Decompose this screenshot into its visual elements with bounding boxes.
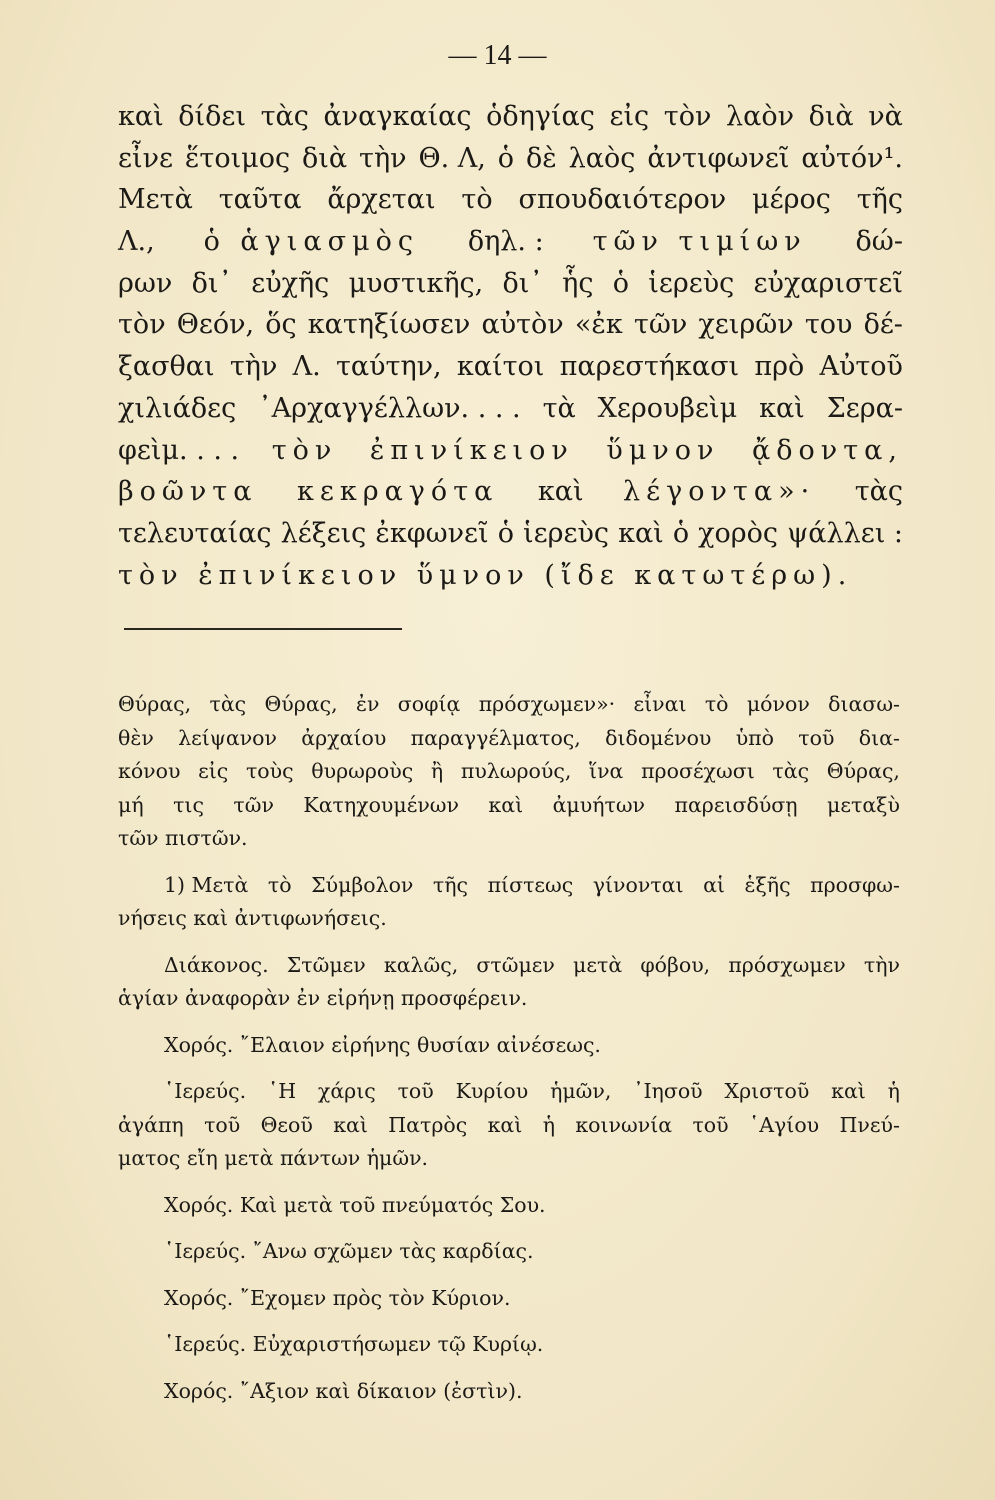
word: ἱερεὺς	[648, 267, 735, 299]
word: καὶ	[618, 517, 664, 549]
word: ᾄδοντα,	[752, 434, 903, 466]
word: πίστεως	[487, 872, 574, 897]
word: Σερα-	[826, 392, 903, 424]
word: Θύρας,	[826, 759, 900, 783]
word: τοῦ	[397, 1079, 434, 1103]
word: εὐχαριστεῖ	[753, 267, 903, 299]
word: τοῦ	[798, 725, 835, 750]
word: κοινωνία	[575, 1112, 673, 1137]
text-line	[118, 179, 903, 221]
word: βοῶντα	[118, 476, 258, 508]
word: Πνεύ-	[839, 1112, 900, 1137]
word: ματος εἴη μετὰ πάντων ἡμῶν.	[118, 1146, 429, 1170]
word: χορὸς	[698, 517, 779, 549]
word: μεταξὺ	[827, 792, 900, 817]
word: τὴν	[229, 351, 278, 383]
word: διασω-	[828, 692, 900, 716]
word: εὐχῆς	[251, 267, 330, 299]
word: ῾Ιερεύς. Εὐχαριστήσωμεν τῷ Κυρίῳ.	[164, 1332, 544, 1356]
word: Λ.,	[118, 226, 155, 258]
footnote-paragraph	[118, 688, 900, 856]
word: τὰς	[209, 692, 247, 716]
word: ᾿Αρχαγγέλλων. . . .	[258, 392, 521, 424]
word: Χορός. Καὶ μετὰ τοῦ πνεύματός Σου.	[164, 1192, 546, 1217]
word: τὸν ἐπινίκειον ὕμνον (ἴδε κατωτέρω).	[118, 559, 853, 591]
word: τῶν	[633, 309, 688, 341]
footnote-line	[118, 902, 900, 936]
word: παρεισδύσῃ	[674, 792, 798, 817]
word: καλῶς,	[383, 952, 459, 977]
footnote-line	[118, 688, 900, 722]
footnote-paragraph	[118, 1029, 900, 1063]
word: διδομένου	[605, 725, 712, 750]
word: αὐτόν¹.	[801, 142, 903, 174]
footnote-line	[118, 1142, 900, 1176]
text-line	[118, 138, 903, 180]
word: δια-	[858, 725, 900, 750]
word: ὁ	[497, 142, 515, 174]
word: εἶναι	[633, 692, 687, 716]
word: κόνου	[118, 759, 181, 783]
text-line	[118, 304, 903, 346]
footnote-line	[118, 1029, 900, 1063]
word: εἰς	[609, 101, 650, 132]
word: ἑξῆς	[744, 872, 791, 897]
word: Χορός. ῎Αξιον καὶ δίκαιον (ἐστὶν).	[164, 1378, 523, 1403]
footnote-line	[118, 1075, 900, 1109]
word: νήσεις καὶ ἀντιφωνήσεις.	[118, 906, 387, 930]
word: νὰ	[868, 101, 903, 132]
word: ἡμῶν,	[550, 1079, 612, 1103]
word: πυλωρούς,	[460, 759, 572, 783]
word: ὁ ἁγιασμὸς	[203, 226, 419, 258]
word: πρόσχωμεν»·	[478, 692, 616, 716]
word: τοῦ	[692, 1112, 729, 1137]
text-line	[118, 430, 903, 472]
word: τὸν	[271, 434, 338, 466]
word: πρόσχωμεν	[728, 952, 846, 977]
word: τὰς	[854, 476, 903, 508]
word: καίτοι	[456, 351, 545, 383]
word: Στῶμεν	[286, 952, 366, 977]
word: ξασθαι	[118, 351, 215, 383]
word: μετὰ	[573, 952, 623, 977]
text-line	[118, 471, 903, 513]
word: ἱερεὺς	[523, 517, 610, 549]
word: καὶ	[537, 476, 584, 508]
word: ῾Η	[267, 1079, 297, 1103]
text-line	[118, 96, 903, 138]
word: λείψανον	[178, 725, 277, 750]
footnotes	[118, 688, 900, 1408]
footnote-line	[118, 1328, 900, 1362]
word: εἰς	[198, 759, 229, 783]
word: τὰς	[772, 759, 810, 783]
footnote-paragraph	[118, 1075, 900, 1176]
word: ταῦτα	[218, 184, 302, 216]
word: σοφίᾳ	[397, 692, 461, 716]
word: τοῦ	[204, 1112, 241, 1137]
word: Διάκονος.	[164, 952, 269, 977]
word: τελευταίας	[118, 517, 272, 549]
word: ᾿Ιησοῦ	[633, 1079, 703, 1103]
word: ἐκφωνεῖ	[375, 517, 489, 549]
footnote-paragraph	[118, 949, 900, 1016]
footnote-paragraph	[118, 1235, 900, 1269]
word: ὕμνον	[606, 434, 720, 466]
word: Χριστοῦ	[724, 1079, 810, 1103]
word: μή	[118, 792, 144, 817]
footnote-paragraph	[118, 1189, 900, 1223]
word: Θ. Λ,	[418, 142, 486, 174]
word: φόβου,	[640, 952, 711, 977]
word: σπουδαιότερον	[518, 184, 727, 216]
footnote-line	[118, 982, 900, 1016]
word: Θεόν,	[176, 309, 255, 341]
word: θυρωροὺς	[311, 759, 414, 783]
footnote-line	[118, 869, 900, 903]
word: χιλιάδες	[118, 392, 237, 424]
word: δώ-	[855, 226, 903, 258]
word: δι᾿	[191, 267, 232, 299]
main-text	[118, 96, 903, 596]
word: καὶ	[118, 101, 164, 132]
word: του	[804, 309, 853, 341]
word: ῾Ιερεύς. ῎Ανω σχῶμεν τὰς καρδίας.	[164, 1239, 534, 1263]
word: τῶν πιστῶν.	[118, 826, 248, 850]
word: μέρος	[752, 184, 831, 216]
word: Κυρίου	[455, 1079, 529, 1103]
word: διὰ	[302, 142, 348, 174]
word: Χορός. ῎Εχομεν πρὸς τὸν Κύριον.	[164, 1285, 511, 1310]
word: ἁγίαν ἀναφορὰν ἐν εἰρήνῃ προσφέρειν.	[118, 986, 528, 1010]
word: τὸ	[461, 184, 493, 216]
word: ὁ	[612, 267, 629, 299]
footnote-line	[118, 1189, 900, 1223]
word: Θύρας,	[118, 692, 192, 716]
word: Πατρὸς	[388, 1112, 468, 1137]
word: καὶ	[487, 1112, 523, 1137]
footnote-line	[118, 755, 900, 789]
footnote-line	[118, 949, 900, 983]
word: Χερουβεὶμ	[597, 392, 738, 424]
word: τῆς	[856, 184, 903, 216]
word: ἡ	[542, 1112, 555, 1137]
word: ὁ	[497, 517, 514, 549]
word: μυστικῆς,	[348, 267, 484, 299]
word: λαὸν	[725, 101, 794, 132]
word: ταύτην,	[335, 351, 442, 383]
word: τὰ	[542, 392, 576, 424]
word: λέγοντα»·	[623, 476, 816, 508]
word: δι᾿	[502, 267, 543, 299]
footnote-line	[118, 1375, 900, 1409]
text-line	[118, 263, 903, 305]
word: ὁ	[672, 517, 690, 549]
word: προσφω-	[810, 872, 900, 897]
word: ὑπὸ	[735, 725, 774, 750]
word: ὅς	[265, 309, 297, 341]
word: προσέχωσι	[641, 759, 755, 783]
word: κατηξίωσεν	[307, 309, 471, 341]
footnote-divider	[124, 628, 402, 630]
text-line	[118, 513, 903, 555]
word: μόνον	[746, 692, 810, 716]
word: γίνονται	[592, 872, 684, 897]
word: Θεοῦ	[260, 1112, 313, 1137]
word: δέ-	[863, 309, 903, 341]
word: ὁδηγίας	[486, 101, 595, 132]
footnote-paragraph	[118, 1282, 900, 1316]
footnote-paragraph	[118, 869, 900, 936]
word: πρὸ	[754, 351, 805, 383]
word: παραγγέλματος,	[410, 725, 581, 750]
word: 1) Μετὰ	[164, 872, 249, 897]
text-line	[118, 555, 903, 597]
word: ἧς	[562, 267, 594, 299]
word: Θύρας,	[264, 692, 338, 716]
word: ἐπινίκειον	[369, 434, 574, 466]
word: Λ.	[292, 351, 321, 383]
word: δηλ. :	[467, 226, 544, 258]
word: τις	[173, 792, 204, 817]
word: Χορός. ῎Ελαιον εἰρήνης θυσίαν αἰνέσεως.	[164, 1032, 601, 1057]
word: αἱ	[703, 872, 725, 897]
word: φεὶμ. . . .	[118, 434, 240, 466]
word: Μετὰ	[118, 184, 193, 216]
word: στῶμεν	[476, 952, 555, 977]
word: τὴν	[359, 142, 407, 174]
word: λαὸς	[568, 142, 636, 174]
page-number: — 14 —	[448, 40, 547, 71]
word: καὶ	[333, 1112, 368, 1137]
word: τὸ	[704, 692, 729, 716]
footnote-line	[118, 1282, 900, 1316]
word: εἶνε	[118, 142, 173, 174]
footnote-paragraph	[118, 1328, 900, 1362]
word: καὶ	[759, 392, 805, 424]
word: χειρῶν	[698, 309, 794, 341]
word: Σύμβολον	[311, 872, 414, 897]
word: ἢ	[430, 759, 444, 783]
word: τὸ	[267, 872, 292, 897]
word: καὶ	[831, 1079, 866, 1103]
word: τὸν	[118, 309, 166, 341]
word: διὰ	[808, 101, 854, 132]
word: παρεστήκασι	[559, 351, 740, 383]
word: ἡ	[887, 1079, 900, 1103]
word: ἀναγκαίας	[323, 101, 472, 132]
word: τὸν	[663, 101, 712, 132]
word: ἀγάπη	[118, 1112, 184, 1137]
footnote-paragraph	[118, 1375, 900, 1409]
word: ἕτοιμος	[184, 142, 291, 174]
word: αὐτὸν	[481, 309, 564, 341]
footnote-line	[118, 1109, 900, 1143]
word: ῾Ιερεύς.	[164, 1079, 247, 1103]
footnote-line	[118, 822, 900, 856]
word: χάρις	[317, 1079, 376, 1103]
word: τὰς	[260, 101, 309, 132]
footnote-line	[118, 789, 900, 823]
word: ρων	[118, 267, 173, 299]
word: ἀντιφωνεῖ	[647, 142, 790, 174]
word: τῶν τιμίων	[592, 226, 807, 258]
word: θὲν	[118, 725, 154, 750]
word: ἀμυήτων	[552, 792, 646, 817]
text-line	[118, 221, 903, 263]
word: Αὐτοῦ	[819, 351, 903, 383]
word: τὴν	[863, 952, 900, 977]
word: ἐν	[356, 692, 380, 716]
word: τοὺς	[245, 759, 294, 783]
word: λέξεις	[280, 517, 367, 549]
word: Κατηχουμένων	[303, 792, 459, 817]
word: τῶν	[233, 792, 274, 817]
footnote-line	[118, 722, 900, 756]
word: ἄρχεται	[327, 184, 436, 216]
text-line	[118, 388, 903, 430]
word: τῆς	[432, 872, 469, 897]
footnote-line	[118, 1235, 900, 1269]
word: καὶ	[488, 792, 524, 817]
word: ἵνα	[589, 759, 624, 783]
word: κεκραγότα	[296, 476, 499, 508]
word: δὲ	[525, 142, 557, 174]
word: «ἐκ	[574, 309, 623, 341]
word: ἀρχαίου	[301, 725, 387, 750]
word: ψάλλει :	[787, 517, 903, 549]
word: ῾Αγίου	[748, 1112, 820, 1137]
word: δίδει	[178, 101, 246, 132]
text-line	[118, 346, 903, 388]
